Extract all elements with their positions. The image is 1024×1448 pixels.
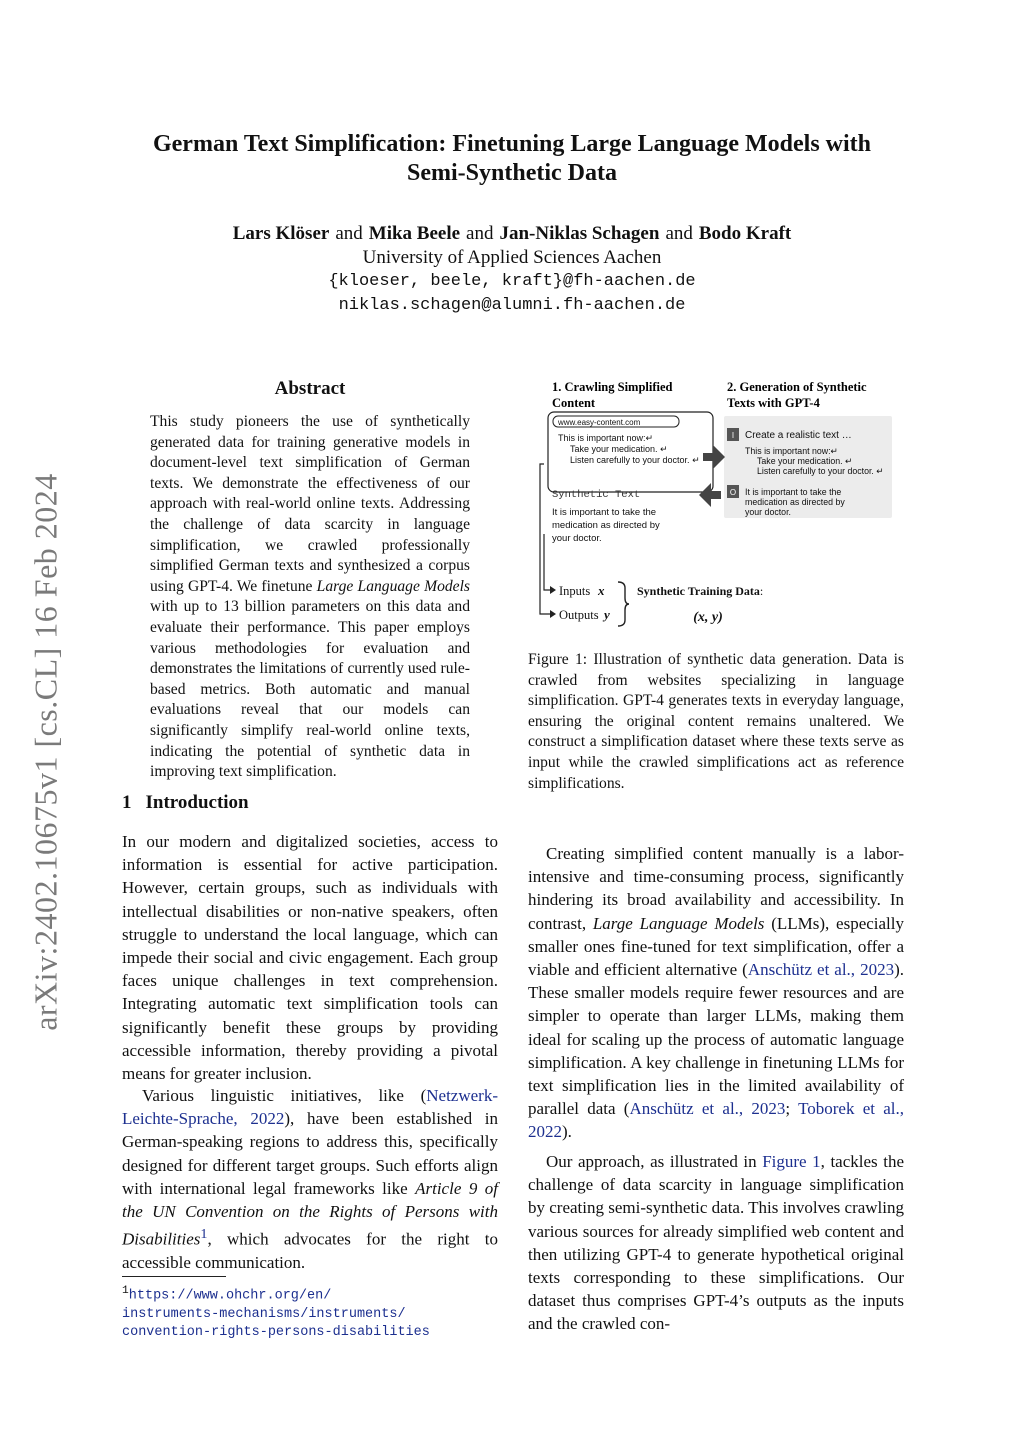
author-4: Bodo Kraft [698, 223, 792, 244]
url-text: www.easy-content.com [558, 418, 641, 427]
abstract-text [150, 412, 470, 783]
author-joiner: and [335, 223, 363, 244]
figure-reference-link[interactable]: Figure 1 [762, 1152, 821, 1171]
text-run: Our approach, as illustrated in [546, 1152, 763, 1171]
text-run: Creating simplified content manually is a labor-intensive and time-consuming process, significantly hindering its broad availability and accessibility. In contrast, [528, 844, 904, 933]
citation-link[interactable]: Anschütz et al., 2023 [747, 960, 895, 980]
training-data-title: Synthetic Training Data [637, 584, 760, 598]
section-title: Introduction [145, 792, 249, 813]
citation-link[interactable]: Toborek et al., 2022 [528, 1099, 904, 1142]
inputs-connector [544, 534, 550, 590]
author-1: Lars Klöser [232, 223, 330, 244]
author-joiner: and [665, 223, 693, 244]
footnote-marker[interactable]: 1 [200, 1226, 208, 1243]
intro-paragraph-1: In our modern and digitalized societies, access to information is essential for active participation. However, certain groups, such as individuals with intellectual disabilities or non-native speakers, often struggle to understand the local language, which can impede their social and civic engagement. Each group faces unique challenges in text comprehension. Integrating automatic text simplification tools can significantly benefit these groups by providing accessible information, thereby providing a pivotal means for greater inclusion. [122, 832, 498, 1084]
figure-1-diagram [528, 374, 908, 636]
section-number: 1 [122, 792, 132, 813]
footnote-url-line-2[interactable]: instruments-mechanisms/instruments/ [122, 1306, 406, 1322]
paper-title [100, 130, 924, 188]
citation-link[interactable]: Anschütz et al., 2023 [629, 1099, 786, 1119]
figure-1-caption: Figure 1: Illustration of synthetic data generation. Data is crawled from websites specializing in language simplification. GPT-4 generates texts in everyday language, ensuring the original content remains unaltered. We construct a simplification dataset where these texts serve as input while the crawled simplifications act as reference simplifications. [528, 651, 904, 792]
text-run: ). [562, 1122, 572, 1142]
text-run: ). These smaller models require fewer resources and are simpler to operate than larger LLMs, making them ideal for scaling up the process of automatic language simplification. A key challenge in finetuning LLMs for text simplification lies in the limited availability of parallel data ( [528, 960, 904, 1119]
abstract-part: This study pioneers the use of synthetically generated data for training generative models in document-level text simplification of German texts. We demonstrate the effectiveness of our approach with real-world online texts. Addressing the challenge of data scarcity in language simplification, we crawled professionally simplified German texts and synthesized a corpus using GPT-4. We finetune [150, 413, 470, 595]
text-run: ; [785, 1099, 799, 1119]
footnote-rule [122, 1276, 226, 1277]
training-data-label [637, 584, 763, 598]
synthetic-line-2: medication as directed by [552, 520, 660, 531]
synthetic-line-3: your doctor. [552, 533, 602, 544]
output-badge-label: O [729, 488, 737, 497]
title-line-1: German Text Simplification: Finetuning Large Language Models with [152, 131, 872, 157]
brace [618, 582, 629, 626]
inputs-label: Inputs [559, 584, 591, 598]
outputs-label: Outputs [559, 608, 599, 622]
training-pair: (x, y) [693, 610, 723, 625]
text-run: (LLMs), especially smaller ones fine-tuned for text simplification, offer a viable and efficient alternative ( [528, 913, 904, 980]
abstract-part: with up to 13 billion parameters on this data and evaluate their performance. This paper employs various methodologies for evaluation and demonstrates the limitations of currently used rule-based metrics. Both automatic and manual evaluations reveal that our models can significantly simplify real-world online texts, indicating the potential of synthetic data in improving text simplification. [150, 598, 470, 781]
synthetic-text-label: Synthetic Text [552, 489, 641, 501]
crawl-line-2: Take your medication. ↵ [570, 444, 668, 454]
output-line-2: medication as directed by [745, 497, 845, 507]
prompt-line-4: Listen carefully to your doctor. ↵ [757, 466, 884, 476]
author-joiner: and [466, 223, 494, 244]
prompt-line-3: Take your medication. ↵ [757, 456, 853, 466]
outputs-variable: y [604, 607, 610, 622]
synthetic-line-1: It is important to take the [552, 507, 657, 518]
text-run: ), have been established in German-speaking regions to address this, specifically designed for different target groups. Such efforts align with international legal frameworks like [122, 1109, 498, 1198]
footnote-url-line-1[interactable]: https://www.ohchr.org/en/ [128, 1288, 332, 1304]
crawl-line-1: This is important now:↵ [558, 433, 654, 443]
author-2: Mika Beele [368, 223, 461, 244]
title-line-2: Semi-Synthetic Data [407, 160, 617, 186]
prompt-line-2: This is important now:↵ [745, 446, 838, 456]
citation-link[interactable]: Netzwerk-Leichte-Sprache, 2022 [122, 1086, 498, 1129]
crawl-line-3: Listen carefully to your doctor. ↵ [570, 455, 700, 465]
output-line-3: your doctor. [745, 507, 791, 517]
section-heading [122, 792, 249, 814]
footnote [122, 1282, 502, 1342]
step-1-heading: 1. Crawling Simplified [552, 380, 673, 394]
intro-paragraph-2 [122, 1084, 498, 1274]
prompt-badge-label: I [731, 431, 735, 440]
email-line-2: niklas.schagen@alumni.fh-aachen.de [338, 296, 686, 315]
step-2-heading-cont: Texts with GPT-4 [727, 396, 820, 410]
outputs-arrowhead [550, 610, 556, 618]
inputs-variable: x [598, 583, 605, 598]
text-run: , which advocates for the right to accessible communication. [122, 1229, 498, 1273]
abstract-heading: Abstract [274, 378, 346, 399]
prompt-line-1: Create a realistic text … [745, 430, 852, 441]
emphasis-text: Large Language Models [592, 913, 765, 933]
author-list [100, 222, 924, 246]
email-line-1: {kloeser, beele, kraft}@fh-aachen.de [328, 272, 696, 291]
author-3: Jan-Niklas Schagen [499, 223, 660, 244]
abstract-emphasis: Large Language Models [316, 577, 470, 595]
training-data-colon: : [759, 584, 764, 598]
affiliation: University of Applied Sciences Aachen [362, 247, 662, 268]
footnote-number: 1 [122, 1285, 129, 1297]
text-run: Various linguistic initiatives, like ( [142, 1086, 427, 1105]
step-1-heading-cont: Content [552, 396, 596, 410]
step-2-heading: 2. Generation of Synthetic [727, 380, 867, 394]
output-line-1: It is important to take the [745, 487, 842, 497]
emphasis-text: Article 9 of the UN Convention on the Rights of Persons with Disabilities [122, 1178, 498, 1249]
arxiv-identifier: arXiv:2402.10675v1 [cs.CL] 16 Feb 2024 [27, 473, 64, 1031]
text-run: , tackles the challenge of data scarcity in language simplification by creating semi-synthetic data. This involves crawling various sources for already simplified web content and then utilizing GPT-4 to generate hypothetical original texts corresponding to these simplifications. Our dataset thus comprises GPT-4’s outputs as the inputs and the crawled con- [528, 1152, 904, 1334]
right-paragraph-2 [528, 1150, 904, 1336]
inputs-arrowhead [550, 586, 556, 594]
right-paragraph-1 [528, 842, 904, 1144]
footnote-url-line-3[interactable]: convention-rights-persons-disabilities [122, 1324, 430, 1340]
